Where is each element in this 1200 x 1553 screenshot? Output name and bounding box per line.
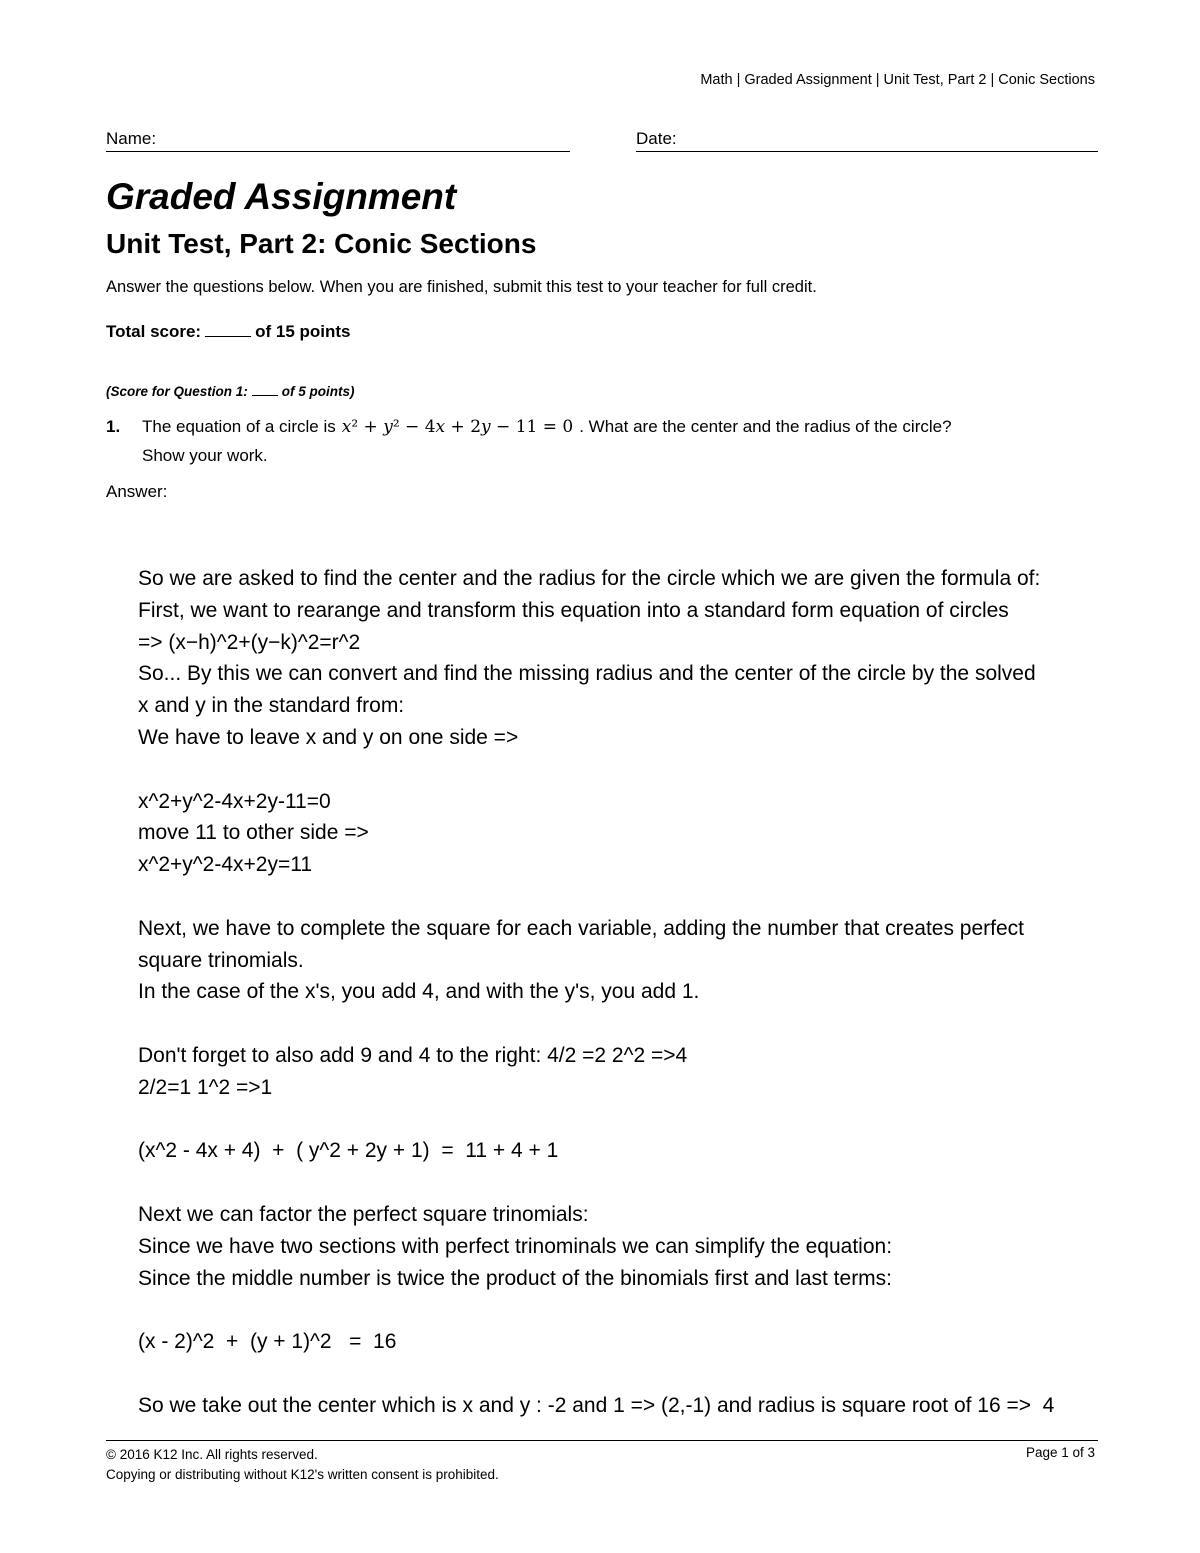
answer-line: move 11 to other side => <box>138 821 369 845</box>
question1-score-suffix: of 5 points) <box>281 384 355 399</box>
question1-score <box>106 384 355 399</box>
answer-line: In the case of the x's, you add 4, and with the y's, you add 1. <box>138 980 700 1004</box>
answer-line: So we are asked to find the center and the radius for the circle which we are given the formula of: <box>138 567 1041 590</box>
instructions: Answer the questions below. When you are finished, submit this test to your teacher for full credit. <box>106 278 817 296</box>
answer-line <box>138 881 1178 913</box>
footer-left <box>106 1445 499 1485</box>
question1-text-line2: Show your work. <box>142 446 268 465</box>
question1-equation: x² + y² − 4x + 2y − 11 = 0 <box>341 417 574 437</box>
answer-line: x and y in the standard from: <box>138 694 405 718</box>
answer-line <box>138 1167 1178 1199</box>
date-field-line[interactable] <box>636 151 1098 152</box>
answer-line: (x^2 - 4x + 4) + ( y^2 + 2y + 1) = 11 + 4 + 1 <box>138 1139 559 1163</box>
question1-score-blank[interactable] <box>252 385 278 396</box>
answer-line: (x - 2)^2 + (y + 1)^2 = 16 <box>138 1330 397 1354</box>
answer-line <box>138 1008 1178 1040</box>
copyright: © 2016 K12 Inc. All rights reserved. <box>106 1447 318 1462</box>
answer-line <box>138 1294 1178 1326</box>
answer-line: Don't forget to also add 9 and 4 to the right: 4/2 =2 2^2 =>4 <box>138 1043 688 1067</box>
distribution-notice: Copying or distributing without K12's written consent is prohibited. <box>106 1467 499 1482</box>
answer-line: So... By this we can convert and find the missing radius and the center of the circle by the solved <box>138 662 1036 686</box>
question1-number: 1. <box>106 417 121 436</box>
answer-line: So we take out the center which is x and y : -2 and 1 => (2,-1) and radius is square root of 16 => 4 <box>138 1393 1055 1417</box>
answer-body[interactable] <box>138 563 1178 1422</box>
answer-label: Answer: <box>106 482 168 501</box>
page-subtitle: Unit Test, Part 2: Conic Sections <box>106 228 537 259</box>
date-label: Date: <box>636 129 677 148</box>
question1-score-prefix: (Score for Question 1: <box>106 384 248 399</box>
page-title: Graded Assignment <box>106 176 457 217</box>
answer-line: Next we can factor the perfect square trinomials: <box>138 1202 589 1226</box>
name-label: Name: <box>106 129 157 148</box>
name-field-line[interactable] <box>106 151 570 152</box>
answer-line: x^2+y^2-4x+2y-11=0 <box>138 789 331 813</box>
answer-line: x^2+y^2-4x+2y=11 <box>138 853 313 877</box>
answer-line: Next, we have to complete the square for each variable, adding the number that creates perfect <box>138 916 1025 940</box>
question1-text <box>142 417 952 437</box>
total-score-suffix: of 15 points <box>255 322 351 341</box>
answer-line <box>138 1358 1178 1390</box>
footer-divider <box>106 1440 1098 1441</box>
answer-line: Since the middle number is twice the product of the binomials first and last terms: <box>138 1266 893 1290</box>
answer-line: => (x−h)^2+(y−k)^2=r^2 <box>138 630 361 654</box>
total-score <box>106 322 351 342</box>
question1-text-before: The equation of a circle is <box>142 417 336 436</box>
answer-line <box>138 1104 1178 1136</box>
answer-line <box>138 754 1178 786</box>
answer-line: We have to leave x and y on one side => <box>138 725 519 749</box>
page-number: Page 1 of 3 <box>1025 1445 1095 1460</box>
answer-line: square trinomials. <box>138 948 304 972</box>
total-score-prefix: Total score: <box>106 322 202 341</box>
answer-line: Since we have two sections with perfect trinominals we can simplify the equation: <box>138 1234 893 1258</box>
answer-line: 2/2=1 1^2 =>1 <box>138 1075 273 1099</box>
total-score-blank[interactable] <box>205 322 251 337</box>
question1-text-after: . What are the center and the radius of the circle? <box>579 417 952 436</box>
running-header: Math | Graded Assignment | Unit Test, Part 2 | Conic Sections <box>700 72 1095 88</box>
answer-line: First, we want to rearange and transform this equation into a standard form equation of circles <box>138 598 1009 622</box>
